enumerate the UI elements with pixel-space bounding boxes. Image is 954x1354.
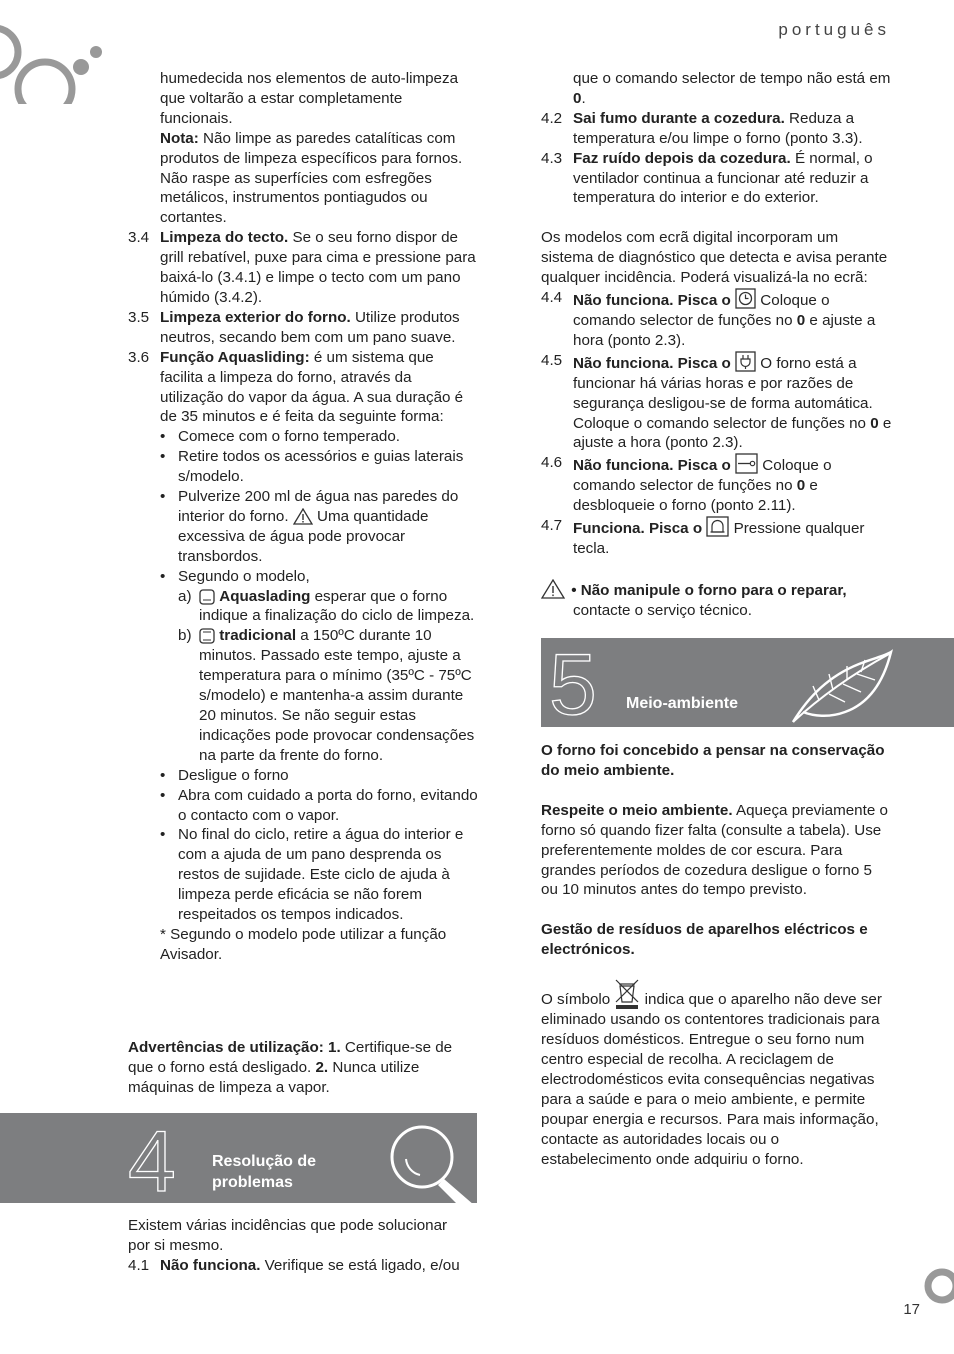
weee-heading: Gestão de resíduos de aparelhos eléctricos e electrónicos. bbox=[541, 921, 868, 959]
cont-paragraph: humedecida nos elementos de auto-limpeza que voltarão a estar completamente funcionais. bbox=[160, 70, 459, 127]
section-4-7: 4.7 Funciona. Pisca o Pressione qualquer tecla. bbox=[541, 517, 865, 557]
sub-item-b: b) tradicional a 150ºC durante 10 minutos. Passado este tempo, ajuste a temperatura para o mínimo (35ºC - 75ºC s/modelo) e mantenha-a assim durante 20 minutos. Se não seguir estas indicações pode provocar condensações na parte da frente do forno. bbox=[178, 627, 475, 764]
lock-icon bbox=[735, 453, 758, 474]
section-title: Resolução de problemas bbox=[212, 1153, 317, 1191]
diagnostic-paragraph: Os modelos com ecrã digital incorporam um sistema de diagnóstico que detecta e avisa perante qualquer incidência. Poderá visualizá-la no ecrã: bbox=[541, 229, 888, 287]
section-4-3: 4.3 Faz ruído depois da cozedura. É normal, o ventilador continua a funcionar até reduzir a temperatura do interior e do exterior. bbox=[541, 149, 873, 207]
section-4-5: 4.5 Não funciona. Pisca o O forno está a funcionar há várias horas e por razões de segurança desligou-se de forma automática. Coloque o comando selector de funções no 0 e ajuste a hora (ponto 2.3). bbox=[541, 351, 892, 452]
warning-triangle-icon bbox=[541, 579, 567, 599]
bell-icon bbox=[706, 516, 729, 537]
page-corner-circle bbox=[922, 1268, 954, 1306]
brand-circles-logo bbox=[0, 22, 110, 104]
language-label: português bbox=[778, 20, 890, 39]
list-item: • No final do ciclo, retire a água do interior e com a ajuda de um pano desprenda os restos de sujidade. Este ciclo de ajuda à limpeza perde eficácia se não forem respeitados os tempos indicados. bbox=[160, 825, 478, 925]
section-number: 4 bbox=[128, 1114, 176, 1210]
list-item: • Abra com cuidado a porta do forno, evitando o contacto com o vapor. bbox=[160, 786, 478, 826]
section-4-1: 4.1 Não funciona. Verifique se está ligado, e/ou bbox=[128, 1256, 460, 1274]
service-warning: • Não manipule o forno para o reparar, contacte o serviço técnico. bbox=[541, 579, 893, 621]
section-4-4: 4.4 Não funciona. Pisca o Coloque o comando selector de funções no 0 e ajuste a hora (ponto 2.3). bbox=[541, 289, 876, 349]
section-3-4: 3.4 Limpeza do tecto. Se o seu forno dispor de grill rebatível, puxe para cima e pressione para baixá-lo (3.4.1) e limpe o tecto com um pano húmido (3.4.2). bbox=[128, 229, 476, 306]
section-5-header bbox=[541, 637, 954, 733]
cont-4-1: que o comando selector de tempo não está em 0. bbox=[573, 70, 891, 107]
section-4-2: 4.2 Sai fumo durante a cozedura. Reduza a temperatura e/ou limpe o forno (ponto 3.3). bbox=[541, 109, 863, 147]
respect-paragraph: Respeite o meio ambiente. Aqueça previamente o forno só quando fizer falta (consulte a tabela). Use preferentemente moldes de cor escura. Para grandes períodos de cozedura desligue o forno 5 ou 10 minutos antes do tempo previsto. bbox=[541, 801, 888, 899]
section-3-5: 3.5 Limpeza exterior do forno. Utilize produtos neutros, secando bem com um pano suave. bbox=[128, 308, 460, 346]
footnote: * Segundo o modelo pode utilizar a função Avisador. bbox=[160, 925, 447, 963]
aquasliding-mode-icon bbox=[199, 589, 215, 605]
list-item: • Segundo o modelo, bbox=[160, 567, 478, 587]
environment-text bbox=[541, 741, 893, 1169]
list-item: • Retire todos os acessórios e guias laterais s/modelo. bbox=[160, 447, 478, 487]
list-item: • Pulverize 200 ml de água nas paredes do interior do forno. Uma quantidade excessiva de água pode provocar transbordos. bbox=[160, 487, 478, 567]
eco-heading: O forno foi concebido a pensar na conservação do meio ambiente. bbox=[541, 742, 885, 779]
clock-icon bbox=[735, 288, 756, 309]
weee-bin-icon bbox=[614, 978, 640, 1010]
page-number: 17 bbox=[903, 1301, 920, 1318]
section-4-intro: Existem várias incidências que pode solucionar por si mesmo. 4.1 Não funciona. Verifique se está ligado, e/ou bbox=[128, 1216, 473, 1276]
sub-item-a: a) Aquaslading esperar que o forno indique a finalização do ciclo de limpeza. bbox=[178, 587, 475, 625]
plug-icon bbox=[735, 351, 756, 372]
section-title: Meio-ambiente bbox=[626, 695, 739, 712]
warnings-paragraph: Advertências de utilização: 1. Certifique-se de que o forno está desligado. 2. Nunca utilize máquinas de limpeza a vapor. bbox=[128, 1039, 453, 1096]
right-column bbox=[541, 69, 893, 621]
magnifier-icon bbox=[386, 1123, 476, 1203]
leaf-icon bbox=[789, 646, 895, 726]
list-item: • Comece com o forno temperado. bbox=[160, 427, 478, 447]
section-4-6: 4.6 Não funciona. Pisca o Coloque o comando selector de funções no 0 e desbloqueie o forno (ponto 2.11). bbox=[541, 454, 832, 515]
left-column bbox=[128, 69, 478, 965]
section-number: 5 bbox=[549, 637, 597, 733]
weee-paragraph: O símbolo indica que o aparelho não deve ser eliminado usando os contentores tradicionais para resíduos domésticos. Entregue o seu forno num centro especial de recolha. A reciclagem de electrodomésticos evita consequências negativas para a saúde e para o meio ambiente, e permite poupar energia e recursos. Para mais informação, contacte as autoridades locais ou o estabelecimento onde adquiriu o forno. bbox=[541, 978, 893, 1169]
section-4-header bbox=[0, 1113, 477, 1210]
note-paragraph: Nota: Não limpe as paredes catalíticas com produtos de limpeza específicos para fornos. Não raspe as superfícies com esfregões metálicos, instrumentos pontiagudos ou cortantes. bbox=[160, 129, 463, 227]
warning-triangle-icon bbox=[293, 508, 313, 525]
list-item: • Desligue o forno bbox=[160, 766, 478, 786]
section-3-6: 3.6 Função Aquasliding: é um sistema que facilita a limpeza do forno, através da utilização do vapor da água. A sua duração é de 35 minutos e é feita da seguinte forma: bbox=[128, 348, 464, 426]
traditional-mode-icon bbox=[199, 628, 215, 644]
